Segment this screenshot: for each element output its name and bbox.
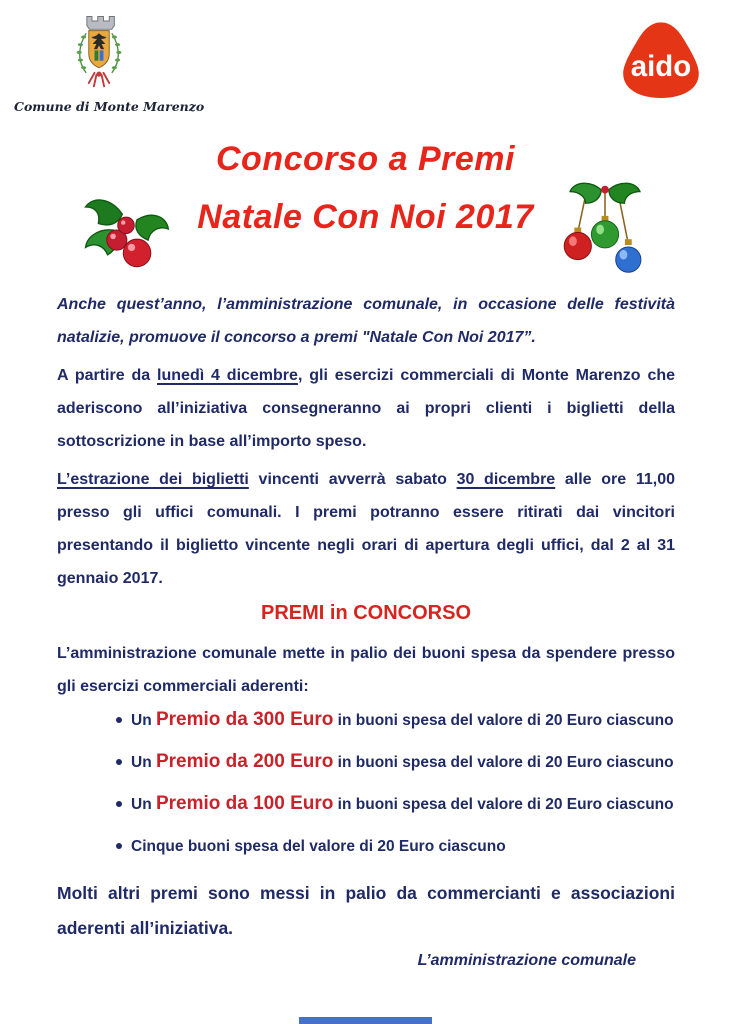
underlined-drawing-date: 30 dicembre [456, 471, 556, 488]
underlined-drawing: L’estrazione dei biglietti [57, 471, 249, 488]
municipality-block [14, 10, 205, 114]
signature: L’amministrazione comunale [417, 952, 636, 969]
prize-post: in buoni spesa del valore di 20 Euro ciascuno [333, 712, 674, 729]
crest-ribbon-knot [96, 72, 101, 77]
paragraph-intro: Anche quest’anno, l’amministrazione comunale, in occasione delle festività natalizie, promuove il concorso a premi "Natale Con Noi 2017”. [57, 296, 675, 346]
crest-crown [87, 17, 115, 30]
prizes-heading: PREMI in CONCORSO [260, 602, 471, 624]
paragraph-prizes-intro: L’amministrazione comunale mette in palio dei buoni spesa da spendere presso gli esercizi commerciali aderenti: [57, 645, 675, 695]
page-title-line2: Natale Con Noi 2017 [197, 198, 534, 236]
prize-pre: Un [131, 712, 156, 729]
prize-list-item-300 [131, 708, 675, 733]
paragraph-drawing [57, 463, 675, 595]
paragraph-closing: Molti altri premi sono messi in palio da commercianti e associazioni aderenti all’iniziativa. [57, 883, 675, 938]
ornament-blue [616, 239, 641, 272]
prize-list-item-vouchers [131, 834, 675, 859]
municipal-crest-logo [67, 10, 131, 96]
prize-post: in buoni spesa del valore di 20 Euro ciascuno [333, 796, 674, 813]
paragraph-start-date-pre: A partire da [57, 367, 158, 384]
prize-pre: Un [131, 754, 156, 771]
paragraph-drawing-mid: vincenti avverrà sabato [248, 471, 457, 488]
paragraph-start-date-post: , gli esercizi commerciali di Monte Marenzo che aderiscono all’iniziativa consegneranno ai propri clienti i biglietti della sottoscrizione in base all’importo speso. [57, 367, 676, 450]
aido-label: aido [630, 50, 692, 84]
crest-blue-pale [100, 50, 104, 60]
aido-logo [619, 20, 703, 102]
document-body [57, 288, 675, 970]
municipality-name: Comune di Monte Marenzo [14, 99, 205, 114]
ornament-green [591, 216, 618, 248]
prize-pre: Un [131, 796, 156, 813]
ornaments-decoration [556, 178, 654, 280]
crest-green-pale [95, 50, 99, 60]
prize-post: Cinque buoni spesa del valore di 20 Euro ciascuno [131, 838, 506, 855]
prize-list [57, 708, 675, 859]
paragraph-drawing-post: alle ore 11,00 presso gli uffici comunali. I premi potranno essere ritirati dai vincitori presentando il biglietto vincente negli orari di apertura degli uffici, dal 2 al 31 gennaio 2017. [57, 471, 675, 587]
prize-amount-200: Premio da 200 Euro [155, 751, 334, 772]
underlined-start-date: lunedì 4 dicembre [157, 367, 298, 384]
footer-bar [299, 1017, 432, 1024]
prize-amount-300: Premio da 300 Euro [155, 709, 334, 730]
ornament-red [564, 228, 591, 260]
prize-list-item-200 [131, 750, 675, 775]
paragraph-start-date [57, 359, 675, 458]
prize-amount-100: Premio da 100 Euro [155, 793, 334, 814]
prize-post: in buoni spesa del valore di 20 Euro ciascuno [333, 754, 674, 771]
holly-decoration [80, 186, 172, 284]
page-title-line1: Concorso a Premi [216, 140, 515, 178]
prize-list-item-100 [131, 792, 675, 817]
